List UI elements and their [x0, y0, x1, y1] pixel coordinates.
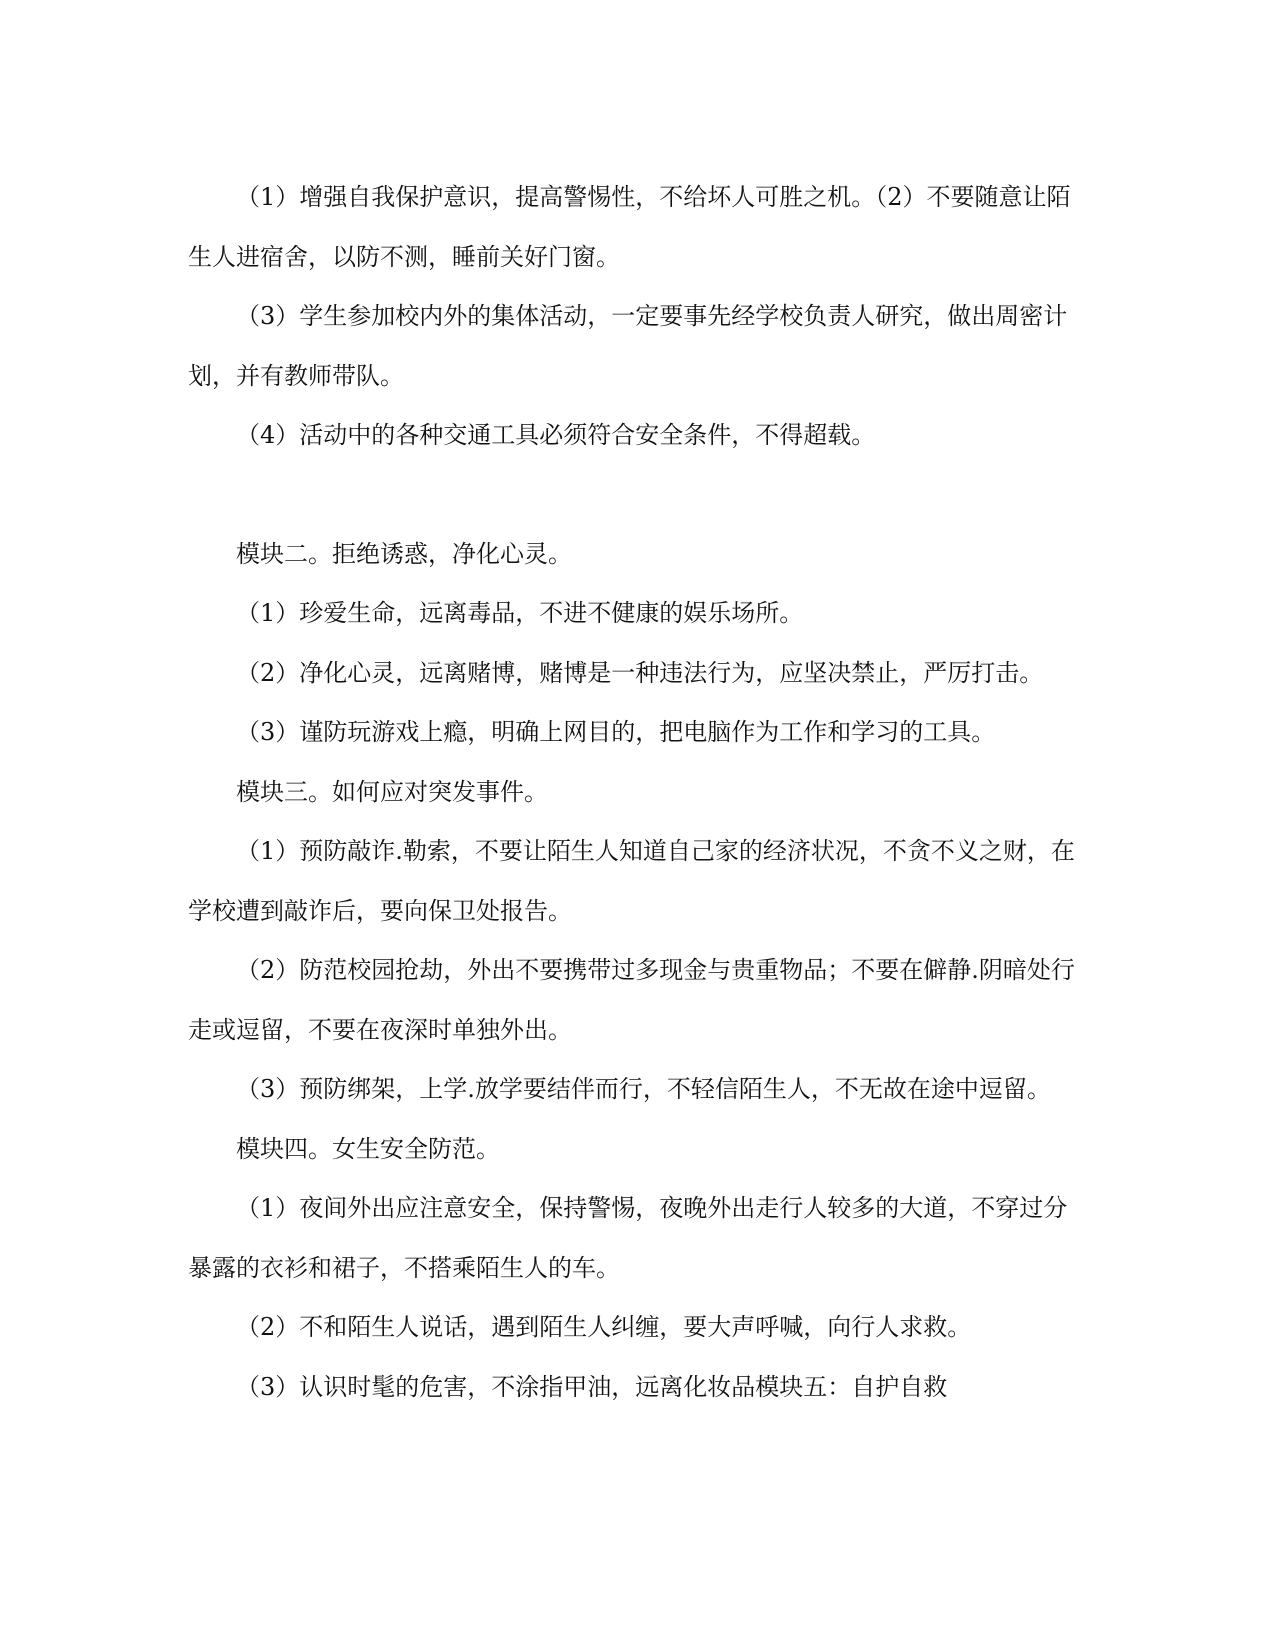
paragraph-robbery: （2）防范校园抢劫，外出不要携带过多现金与贵重物品；不要在僻静.阴暗处行走或逗留，不要在夜深时单独外出。 [188, 956, 1075, 1044]
paragraph-gaming-addiction: （3）谨防玩游戏上瘾，明确上网目的，把电脑作为工作和学习的工具。 [236, 718, 996, 746]
paragraph-fashion-hazards: （3）认识时髦的危害，不涂指甲油，远离化妆品模块五：自护自救 [236, 1372, 948, 1401]
paragraph-strangers: （2）不和陌生人说话，遇到陌生人纠缠，要大声呼喊，向行人求救。 [236, 1313, 972, 1341]
heading-module-four: 模块四。女生安全防范。 [236, 1134, 500, 1163]
paragraph-self-protection: （1）增强自我保护意识，提高警惕性，不给坏人可胜之机。（2）不要随意让陌生人进宿舍，以防不测，睡前关好门窗。 [188, 183, 1071, 271]
paragraph-kidnapping: （3）预防绑架，上学.放学要结伴而行，不轻信陌生人，不无故在途中逗留。 [236, 1075, 1051, 1103]
paragraph-avoid-drugs: （1）珍爱生命，远离毒品，不进不健康的娱乐场所。 [236, 599, 804, 627]
paragraph-group-activities: （3）学生参加校内外的集体活动，一定要事先经学校负责人研究，做出周密计划，并有教师带队。 [188, 302, 1068, 390]
paragraph-extortion: （1）预防敲诈.勒索，不要让陌生人知道自己家的经济状况，不贪不义之财，在学校遭到敲诈后，要向保卫处报告。 [188, 837, 1075, 925]
paragraph-night-safety: （1）夜间外出应注意安全，保持警惕，夜晚外出走行人较多的大道，不穿过分暴露的衣衫和裙子，不搭乘陌生人的车。 [188, 1194, 1068, 1282]
paragraph-transport-safety: （4）活动中的各种交通工具必须符合安全条件，不得超载。 [236, 421, 876, 449]
section-gap [188, 466, 1088, 525]
document-body [188, 168, 1088, 1417]
heading-module-two: 模块二。拒绝诱惑，净化心灵。 [236, 539, 572, 568]
paragraph-avoid-gambling: （2）净化心灵，远离赌博，赌博是一种违法行为，应坚决禁止，严厉打击。 [236, 658, 1044, 687]
heading-module-three: 模块三。如何应对突发事件。 [236, 777, 548, 806]
